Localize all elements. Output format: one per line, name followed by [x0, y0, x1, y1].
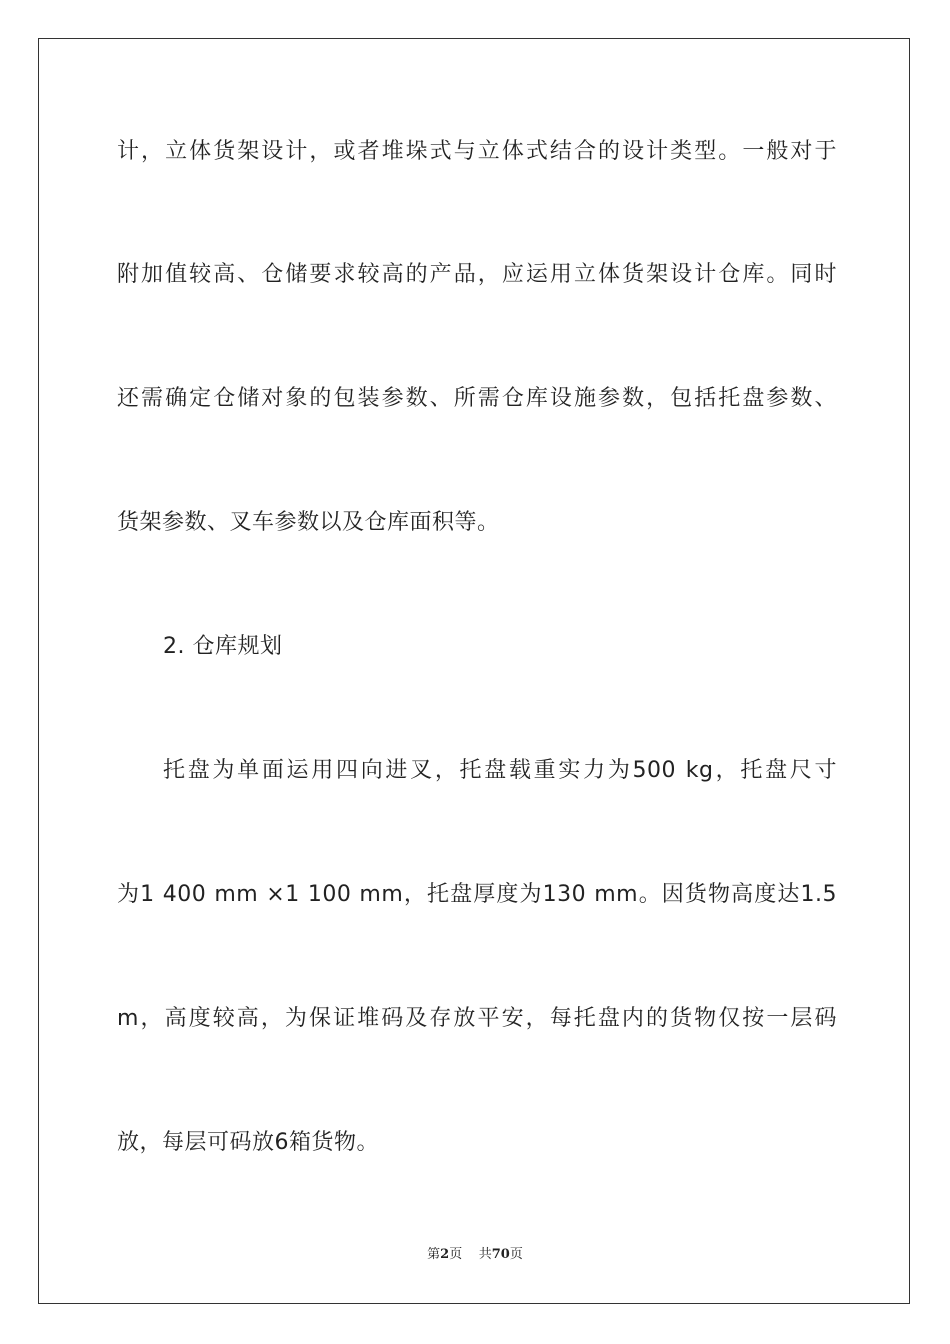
paragraph-line: 附加值较高、仓储要求较高的产品，应运用立体货架设计仓库。同时: [117, 262, 837, 287]
paragraph-line: 还需确定仓储对象的包装参数、所需仓库设施参数，包括托盘参数、: [117, 386, 837, 411]
total-pages: 70: [491, 1247, 510, 1262]
paragraph-line: 为1 400 mm ×1 100 mm，托盘厚度为130 mm。因货物高度达1.5: [117, 882, 837, 907]
paragraph-line: m，高度较高，为保证堆码及存放平安，每托盘内的货物仅按一层码: [117, 1006, 837, 1031]
page-suffix: 页: [449, 1247, 463, 1262]
page-number: 2: [440, 1247, 450, 1262]
section-heading: 2. 仓库规划: [163, 634, 283, 659]
page-border: [38, 38, 910, 1304]
paragraph-line: 托盘为单面运用四向进叉，托盘载重实力为500 kg，托盘尺寸: [163, 758, 837, 783]
page-prefix: 第: [427, 1247, 441, 1262]
paragraph-line: 计，立体货架设计，或者堆垛式与立体式结合的设计类型。一般对于: [117, 139, 837, 164]
page-footer: [0, 1246, 950, 1264]
paragraph-line: 货架参数、叉车参数以及仓库面积等。: [117, 510, 500, 535]
total-suffix: 页: [509, 1247, 523, 1262]
paragraph-line: 放，每层可码放6箱货物。: [117, 1130, 379, 1155]
total-prefix: 共: [478, 1247, 492, 1262]
